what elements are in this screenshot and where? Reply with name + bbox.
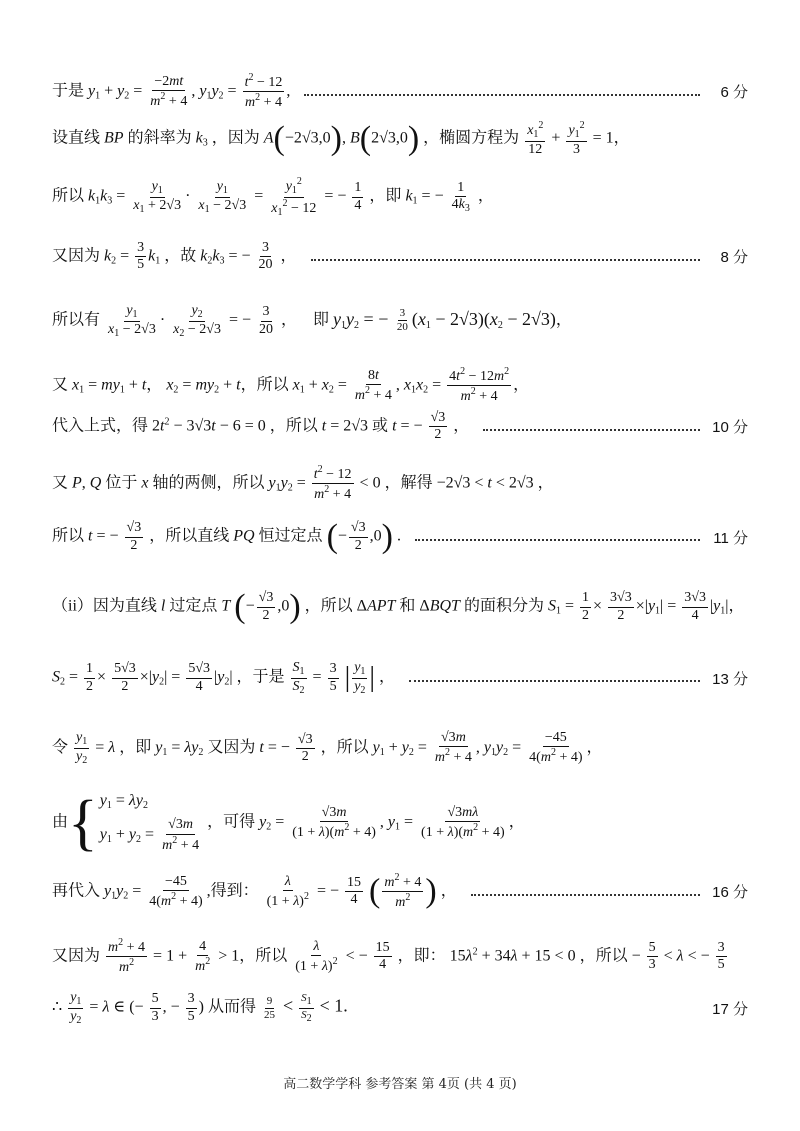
score-label: 10 分 xyxy=(712,419,748,437)
answer-line-8: 又 P, Q 位于 x 轴的两侧，所以 $y_1y_2$ = $\frac{t^2 - 12}{m^2 + 4}$ < 0 ，解得 −2√3 < t < 2√3 ， xyxy=(52,464,554,503)
page-footer: 高二数学学科 参考答案 第 4页 (共 4 页) xyxy=(283,1077,517,1092)
answer-line-7: 代入上式，得 $2t^2 - 3√3t - 6 = 0$ ，所以 t = 2√3 或 t = − $\frac{√3}{2}$ ， 10 分 xyxy=(52,410,748,443)
answer-line-13: 由{ $y_1 = \lambda y_2$ $y_1 + y_2$ = $\frac{√3m}{m^2 + 4}$ ，可得 $y_2$ = $\frac{√3m}{(1 + \lambda)(m^2 + 4)}$ , $y_1$ = $\frac{√3m\lambda}{(1 + \lambda)(m^2 + 4)}$ ， xyxy=(52,789,525,857)
answer-line-2: 设直线 BP 的斜率为 $k_3$ ，因为 A(−2√3,0), B(2√3,0) ，椭圆方程为 $\frac{x_1^2}{12}$ + $\frac{y_1^2}{3}$ = 1， xyxy=(52,119,630,157)
answer-line-4: 又因为 $k_2$ = $\frac{3}{5}$ $k_1$ ，故 $k_2k_3$ = − $\frac{3}{20}$ ， 8 分 xyxy=(52,240,748,273)
answer-line-15: 又因为 $\frac{m^2 + 4}{m^2}$ = 1 + $\frac{4}{m^2}$ > 1，所以 $\frac{\lambda}{(1 + \lambda)^2}$ < − $\frac{15}{4}$ ，即： $15\lambda^2 + 34\lambda + 15 < 0$ ，所以 − $\frac{5}{3}$ < λ < − $\frac{3}{5}$ xyxy=(52,937,725,976)
score-label: 16 分 xyxy=(712,884,748,902)
answer-line-14: 再代入 $y_1y_2$ = $\frac{-45}{4(m^2 + 4)}$ ,得到： $\frac{\lambda}{(1 + \lambda)^2}$ = − $\frac{15}{4}$ ( $\frac{m^2 + 4}{m^2}$ ) ， 16 分 xyxy=(52,872,748,911)
leader-dots xyxy=(311,257,700,261)
leader-dots xyxy=(471,892,700,896)
score-label: 13 分 xyxy=(712,670,748,688)
leader-dots xyxy=(483,427,700,431)
leader-dots xyxy=(409,678,700,682)
answer-line-5: 所以有 $\frac{y_1}{x_1 - 2√3}$ · $\frac{y_2}{x_2 - 2√3}$ = − $\frac{3}{20}$ ， 即 $y_1y_2$ = − $\frac{3}{20}$ $(x_1 - 2√3)(x_2 - 2√3)$， xyxy=(52,303,572,339)
score-label: 8 分 xyxy=(720,249,748,267)
score-label: 11 分 xyxy=(713,529,748,547)
answer-line-16: ∴ $\frac{y_1}{y_2}$ = λ ∈ (− $\frac{5}{3}$ , − $\frac{3}{5}$ ) 从而得 $\frac{9}{25}$ < $\frac{S1}{S2}$ < 1. 17 分 xyxy=(52,990,748,1026)
leader-dots xyxy=(304,92,700,96)
leader-dots xyxy=(415,537,700,541)
answer-line-6: 又 $x_1 = my_1 + t$， $x_2 = my_2 + t$，所以 $x_1 + x_2$ = $\frac{8t}{m^2 + 4}$ , $x_1x_2$ = $\frac{4t^2 - 12m^2}{m^2 + 4}$ ， xyxy=(52,366,530,405)
answer-line-9: 所以 t = − $\frac{√3}{2}$ ，所以直线 PQ 恒过定点 (− $\frac{√3}{2}$ ,0) . 11 分 xyxy=(52,518,748,555)
answer-line-3: 所以 $k_1k_3$ = $\frac{y_1}{x_1 + 2√3}$ · $\frac{y_1}{x_1 - 2√3}$ = $\frac{y_1^2}{x_1^2 - 12}$ = − $\frac{1}{4}$ ，即 $k_1$ = − $\frac{1}{4k_3}$ ， xyxy=(52,176,494,218)
answer-line-11: $S_2$ = $\frac{1}{2}$ × $\frac{5√3}{2}$ $\times|y_2|$ = $\frac{5√3}{4}$ $|y_2|$ ，于是 $\frac{S_1}{S_2}$ = $\frac{3}{5}$ | $\frac{y_1}{y_2}$ | ， 13 分 xyxy=(52,660,748,696)
score-label: 6 分 xyxy=(720,84,748,102)
score-label: 17 分 xyxy=(712,1000,748,1018)
answer-line-1: 于是 $y_1 + y_2$ = $\frac{-2mt}{m^2 + 4}$ , $y_1y_2$ = $\frac{t^2 - 12}{m^2 + 4}$ , 6 分 xyxy=(52,72,748,111)
answer-line-10: （ii）因为直线 l 过定点 T (− $\frac{√3}{2}$ ,0) ，所以 ΔAPT 和 ΔBQT 的面积分为 $S_1$ = $\frac{1}{2}$ × $\frac{3√3}{2}$ $\times|y_1|$ = $\frac{3√3}{4}$ $|y_1|$， xyxy=(52,588,745,625)
answer-line-12: 令 $\frac{y_1}{y_2}$ = λ ，即 $y_1 = \lambda y_2$ 又因为 t = − $\frac{√3}{2}$ ，所以 $y_1 + y_2$ = $\frac{√3m}{m^2 + 4}$ , $y_1y_2$ = $\frac{-45}{4(m^2 + 4)}$ ， xyxy=(52,730,603,766)
